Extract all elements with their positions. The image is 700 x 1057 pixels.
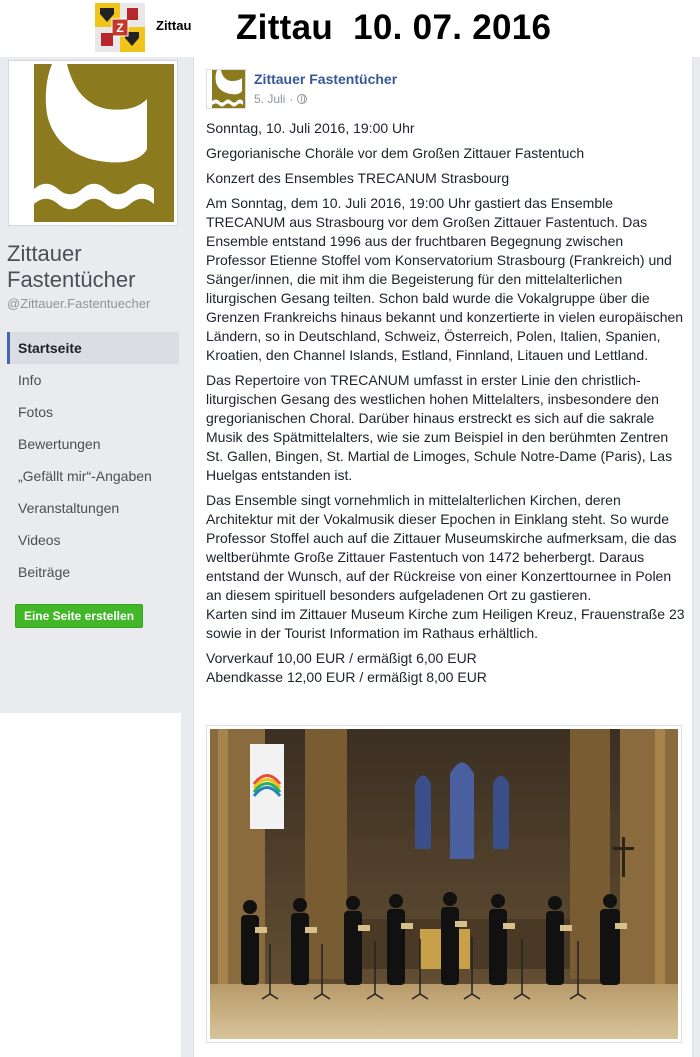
nav-item-videos[interactable]: Videos bbox=[18, 532, 61, 548]
page-sidebar bbox=[0, 57, 181, 713]
nav-item-info[interactable]: Info bbox=[18, 372, 42, 388]
post-meta bbox=[254, 92, 307, 106]
fastentuch-logo-icon bbox=[207, 70, 246, 109]
nav-item-veranstaltungen[interactable]: Veranstaltungen bbox=[18, 500, 120, 516]
post-paragraph: Konzert des Ensembles TRECANUM Strasbourg bbox=[206, 170, 510, 186]
banner-title: Zittau 10. 07. 2016 bbox=[236, 8, 552, 47]
page-name[interactable]: Zittauer Fastentücher bbox=[7, 241, 136, 292]
nav-item-startseite[interactable]: Startseite bbox=[7, 332, 179, 364]
banner bbox=[0, 0, 700, 57]
page-profile-picture[interactable] bbox=[8, 60, 178, 226]
post-paragraph: Das Repertoire von TRECANUM umfasst in erster Linie den christlich-liturgischen Gesang des westlichen hohen Mittelalters, insbesondere den gregorianischen Choral. Darüber hinaus erstreckt es sich auf die sakrale Musik des Spätmittelalters, wie sie zum Beispiel in den berühmten Zentren St. Gallen, Bingen, St. Martial de Limoges, Schule Notre-Dame (Paris), Las Huelgas entstanden ist. bbox=[206, 372, 673, 483]
post-photo[interactable] bbox=[206, 725, 682, 1043]
post-date[interactable]: 5. Juli bbox=[254, 92, 286, 106]
globe-icon bbox=[297, 94, 307, 104]
post-text bbox=[206, 119, 686, 693]
sidebar-blank-area bbox=[0, 713, 181, 1057]
choir-photo bbox=[210, 729, 678, 1039]
post-paragraph: Gregorianische Choräle vor dem Großen Zittauer Fastentuch bbox=[206, 145, 585, 161]
nav-item-gefaellt-mir[interactable]: „Gefällt mir“-Angaben bbox=[18, 468, 152, 484]
nav-item-beitraege[interactable]: Beiträge bbox=[18, 564, 71, 580]
post-card bbox=[193, 57, 693, 1057]
post-paragraph: Abendkasse 12,00 EUR / ermäßigt 8,00 EUR bbox=[206, 669, 487, 685]
nav-item-fotos[interactable]: Fotos bbox=[18, 404, 54, 420]
post-avatar[interactable] bbox=[206, 69, 246, 109]
post-paragraph: Vorverkauf 10,00 EUR / ermäßigt 6,00 EUR bbox=[206, 650, 477, 666]
post-author-link[interactable]: Zittauer Fastentücher bbox=[254, 71, 398, 87]
nav-item-bewertungen[interactable]: Bewertungen bbox=[18, 436, 101, 452]
post-paragraph: Sonntag, 10. Juli 2016, 19:00 Uhr bbox=[206, 120, 415, 136]
post-paragraph: Am Sonntag, dem 10. Juli 2016, 19:00 Uhr gastiert das Ensemble TRECANUM aus Strasbourg vor dem Großen Zittauer Fastentuch. Das Ensemble entstand 1996 aus der fruchtbaren Begegnung zwischen Professor Etienne Stoffel vom Konservatorium Strasbourg (Frankreich) und Sänger/innen, die mit ihm die Begeisterung für den mittelalterlichen liturgischen Gesang teilten. Schon bald wurde die Vokalgruppe über die Grenzen Frankreichs hinaus bekannt und konzertierte in vielen europäischen Ländern, so in Deutschland, Schweiz, Österreich, Polen, Italien, Spanien, Kroatien, den Channel Islands, Estland, Finnland, Litauen und Lettland. bbox=[206, 195, 684, 363]
post-paragraph: Das Ensemble singt vornehmlich in mittelalterlichen Kirchen, deren Architektur mit der Vokalmusik dieser Epochen in Einklang steht. So wurde Professor Stoffel auch auf die Zittauer Museumskirche aufmerksam, die das weltberühmte Große Zittauer Fastentuch von 1472 beherbergt. Daraus entstand der Wunsch, auf der Rückreise von einer Konzerttournee in Polen an diesem spirituell besonders aufgeladenen Ort zu gastieren. bbox=[206, 492, 677, 603]
page-handle: @Zittauer.Fastentuecher bbox=[7, 296, 151, 311]
fastentuch-logo-icon bbox=[12, 64, 174, 222]
create-page-button[interactable]: Eine Seite erstellen bbox=[15, 604, 143, 628]
page-nav bbox=[7, 332, 179, 588]
svg-text:Z: Z bbox=[116, 21, 124, 35]
post-meta-separator: · bbox=[289, 92, 294, 106]
zittau-crest-icon bbox=[94, 2, 146, 53]
crest-label: Zittau bbox=[156, 18, 192, 33]
post-paragraph: Karten sind im Zittauer Museum Kirche zum Heiligen Kreuz, Frauenstraße 23 sowie in der Tourist Information im Rathaus erhältlich. bbox=[206, 606, 685, 641]
